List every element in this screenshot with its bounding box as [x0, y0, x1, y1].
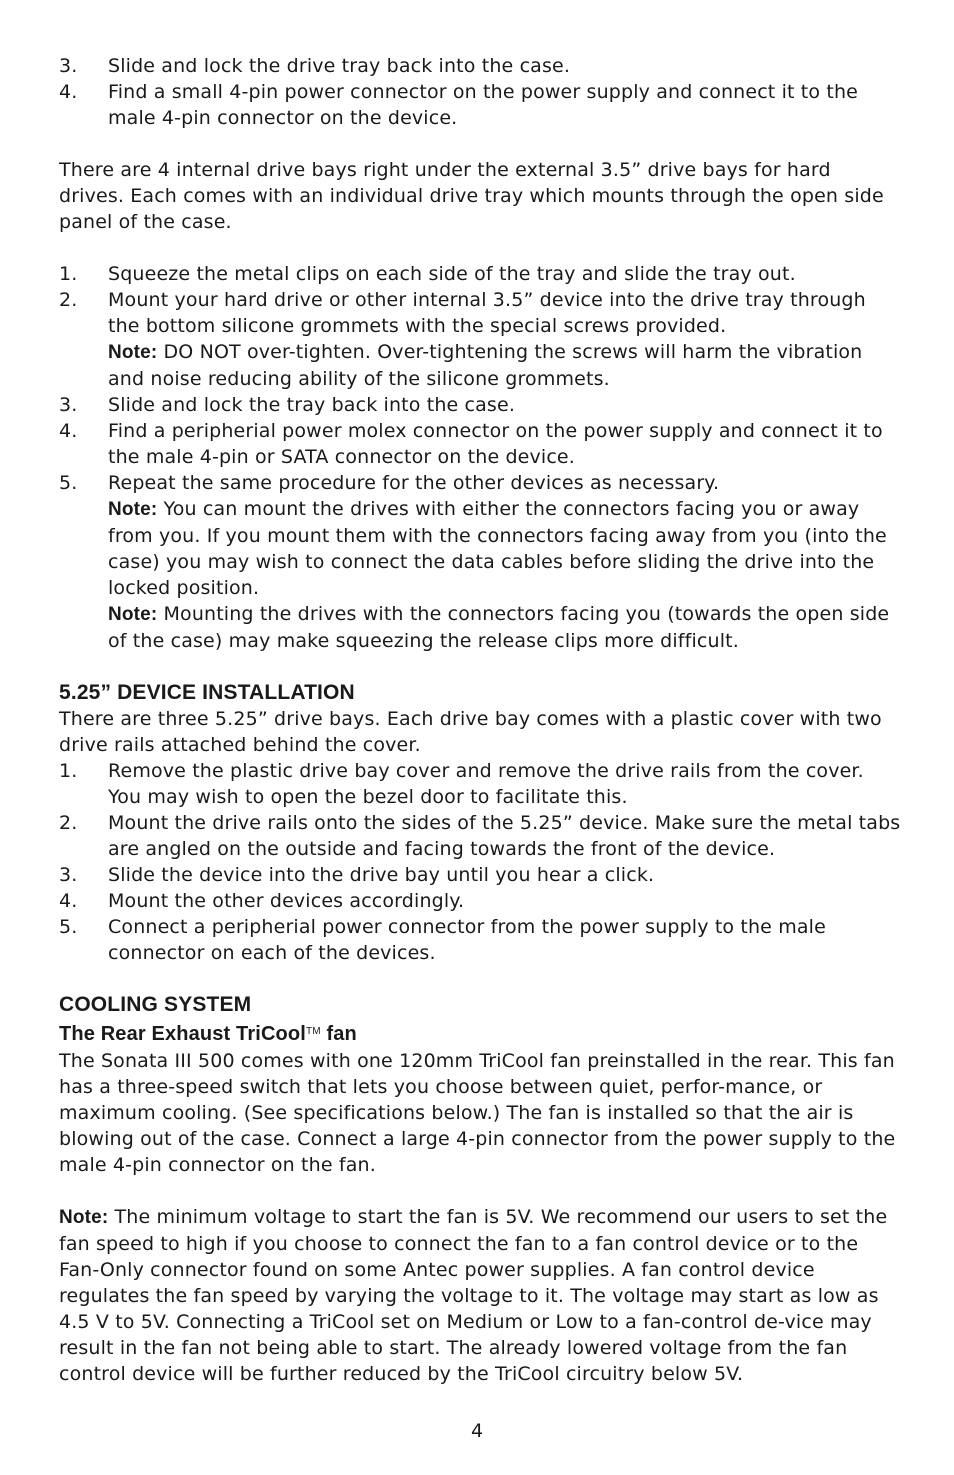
note-label: Note:	[108, 342, 158, 363]
list-item	[59, 470, 901, 496]
list-item	[59, 810, 901, 862]
list-text: Find a peripherial power molex connector on the power supply and connect it to the male 4-pin or SATA connector on the device.	[108, 420, 883, 468]
list-text: Connect a peripherial power connector from the power supply to the male connector on each of the devices.	[108, 916, 826, 964]
list-number: 2.	[59, 289, 78, 311]
list-text: Mount the drive rails onto the sides of the 5.25” device. Make sure the metal tabs are angled on the outside and facing towards the front of the device.	[108, 812, 901, 860]
device-intro: There are three 5.25” drive bays. Each drive bay comes with a plastic cover with two drive rails attached behind the cover.	[59, 708, 882, 756]
list-text: Slide and lock the tray back into the case.	[108, 394, 516, 416]
note-text: The minimum voltage to start the fan is 5V. We recommend our users to set the fan speed to high if you choose to connect the fan to a fan control device or to the Fan-Only connector found on some Antec power supplies. A fan control device regulates the fan speed by varying the voltage to it. The voltage may start as low as 4.5 V to 5V. Connecting a TriCool set on Medium or Low to a fan-control de-vice may result in the fan not being able to start. The already lowered voltage from the fan control device will be further reduced by the TriCool circuitry below 5V.	[59, 1206, 888, 1385]
list-number: 5.	[59, 916, 78, 938]
note-text: DO NOT over-tighten. Over-tightening the screws will harm the vibration and noise reducing ability of the silicone grommets.	[108, 341, 863, 390]
list-item	[59, 53, 901, 79]
list-number: 3.	[59, 55, 78, 77]
note-text: You can mount the drives with either the connectors facing you or away from you. If you mount them with the connectors facing away from you (into the case) you may wish to connect the data cables before sliding the drive into the locked position.	[108, 498, 887, 599]
note-label: Note:	[108, 499, 158, 520]
cooling-paragraph: The Sonata III 500 comes with one 120mm TriCool fan preinstalled in the rear. This fan has a three-speed switch that lets you choose between quiet, perfor-mance, or maximum cooling. (See specifications below.) The fan is installed so that the air is blowing out of the case. Connect a large 4-pin connector from the power supply to the male 4-pin connector on the fan.	[59, 1050, 896, 1176]
manual-page	[59, 53, 901, 1387]
note	[59, 496, 901, 601]
list-text: Find a small 4-pin power connector on the power supply and connect it to the male 4-pin connector on the device.	[108, 81, 858, 129]
list-text: Remove the plastic drive bay cover and remove the drive rails from the cover. You may wish to open the bezel door to facilitate this.	[108, 760, 864, 808]
subheading-rear-exhaust-fan: The Rear Exhaust TriCool™ fan	[59, 1023, 357, 1045]
list-number: 1.	[59, 760, 78, 782]
internal-bays-intro: There are 4 internal drive bays right under the external 3.5” drive bays for hard drives. Each comes with an individual drive tray which mounts through the open side panel of the case.	[59, 159, 884, 233]
section-heading-cooling-system: COOLING SYSTEM	[59, 993, 252, 1016]
list-item	[59, 888, 901, 914]
section-heading-device-installation: 5.25” DEVICE INSTALLATION	[59, 681, 355, 704]
list-item	[59, 758, 901, 810]
list-item	[59, 79, 901, 131]
note	[59, 601, 901, 654]
list-item	[59, 261, 901, 287]
list-item	[59, 862, 901, 888]
list-item	[59, 418, 901, 470]
note-label: Note:	[108, 604, 158, 625]
note-label: Note:	[59, 1207, 109, 1228]
cooling-note	[59, 1204, 901, 1387]
list-text: Squeeze the metal clips on each side of the tray and slide the tray out.	[108, 263, 796, 285]
list-number: 1.	[59, 263, 78, 285]
list-item	[59, 287, 901, 339]
list-number: 3.	[59, 394, 78, 416]
list-text: Mount the other devices accordingly.	[108, 890, 465, 912]
list-item	[59, 392, 901, 418]
list-number: 5.	[59, 472, 78, 494]
list-number: 4.	[59, 890, 78, 912]
trademark-symbol: TM	[306, 1026, 321, 1037]
list-item	[59, 914, 901, 966]
list-text: Slide and lock the drive tray back into the case.	[108, 55, 571, 77]
list-number: 4.	[59, 81, 78, 103]
note	[59, 339, 901, 392]
list-text: Mount your hard drive or other internal 3.5” device into the drive tray through the bottom silicone grommets with the special screws provided.	[108, 289, 866, 337]
list-text: Repeat the same procedure for the other devices as necessary.	[108, 472, 720, 494]
list-number: 3.	[59, 864, 78, 886]
list-number: 2.	[59, 812, 78, 834]
page-number: 4	[470, 1420, 484, 1442]
list-text: Slide the device into the drive bay until you hear a click.	[108, 864, 655, 886]
note-text: Mounting the drives with the connectors facing you (towards the open side of the case) may make squeezing the release clips more difficult.	[108, 603, 890, 652]
list-number: 4.	[59, 420, 78, 442]
